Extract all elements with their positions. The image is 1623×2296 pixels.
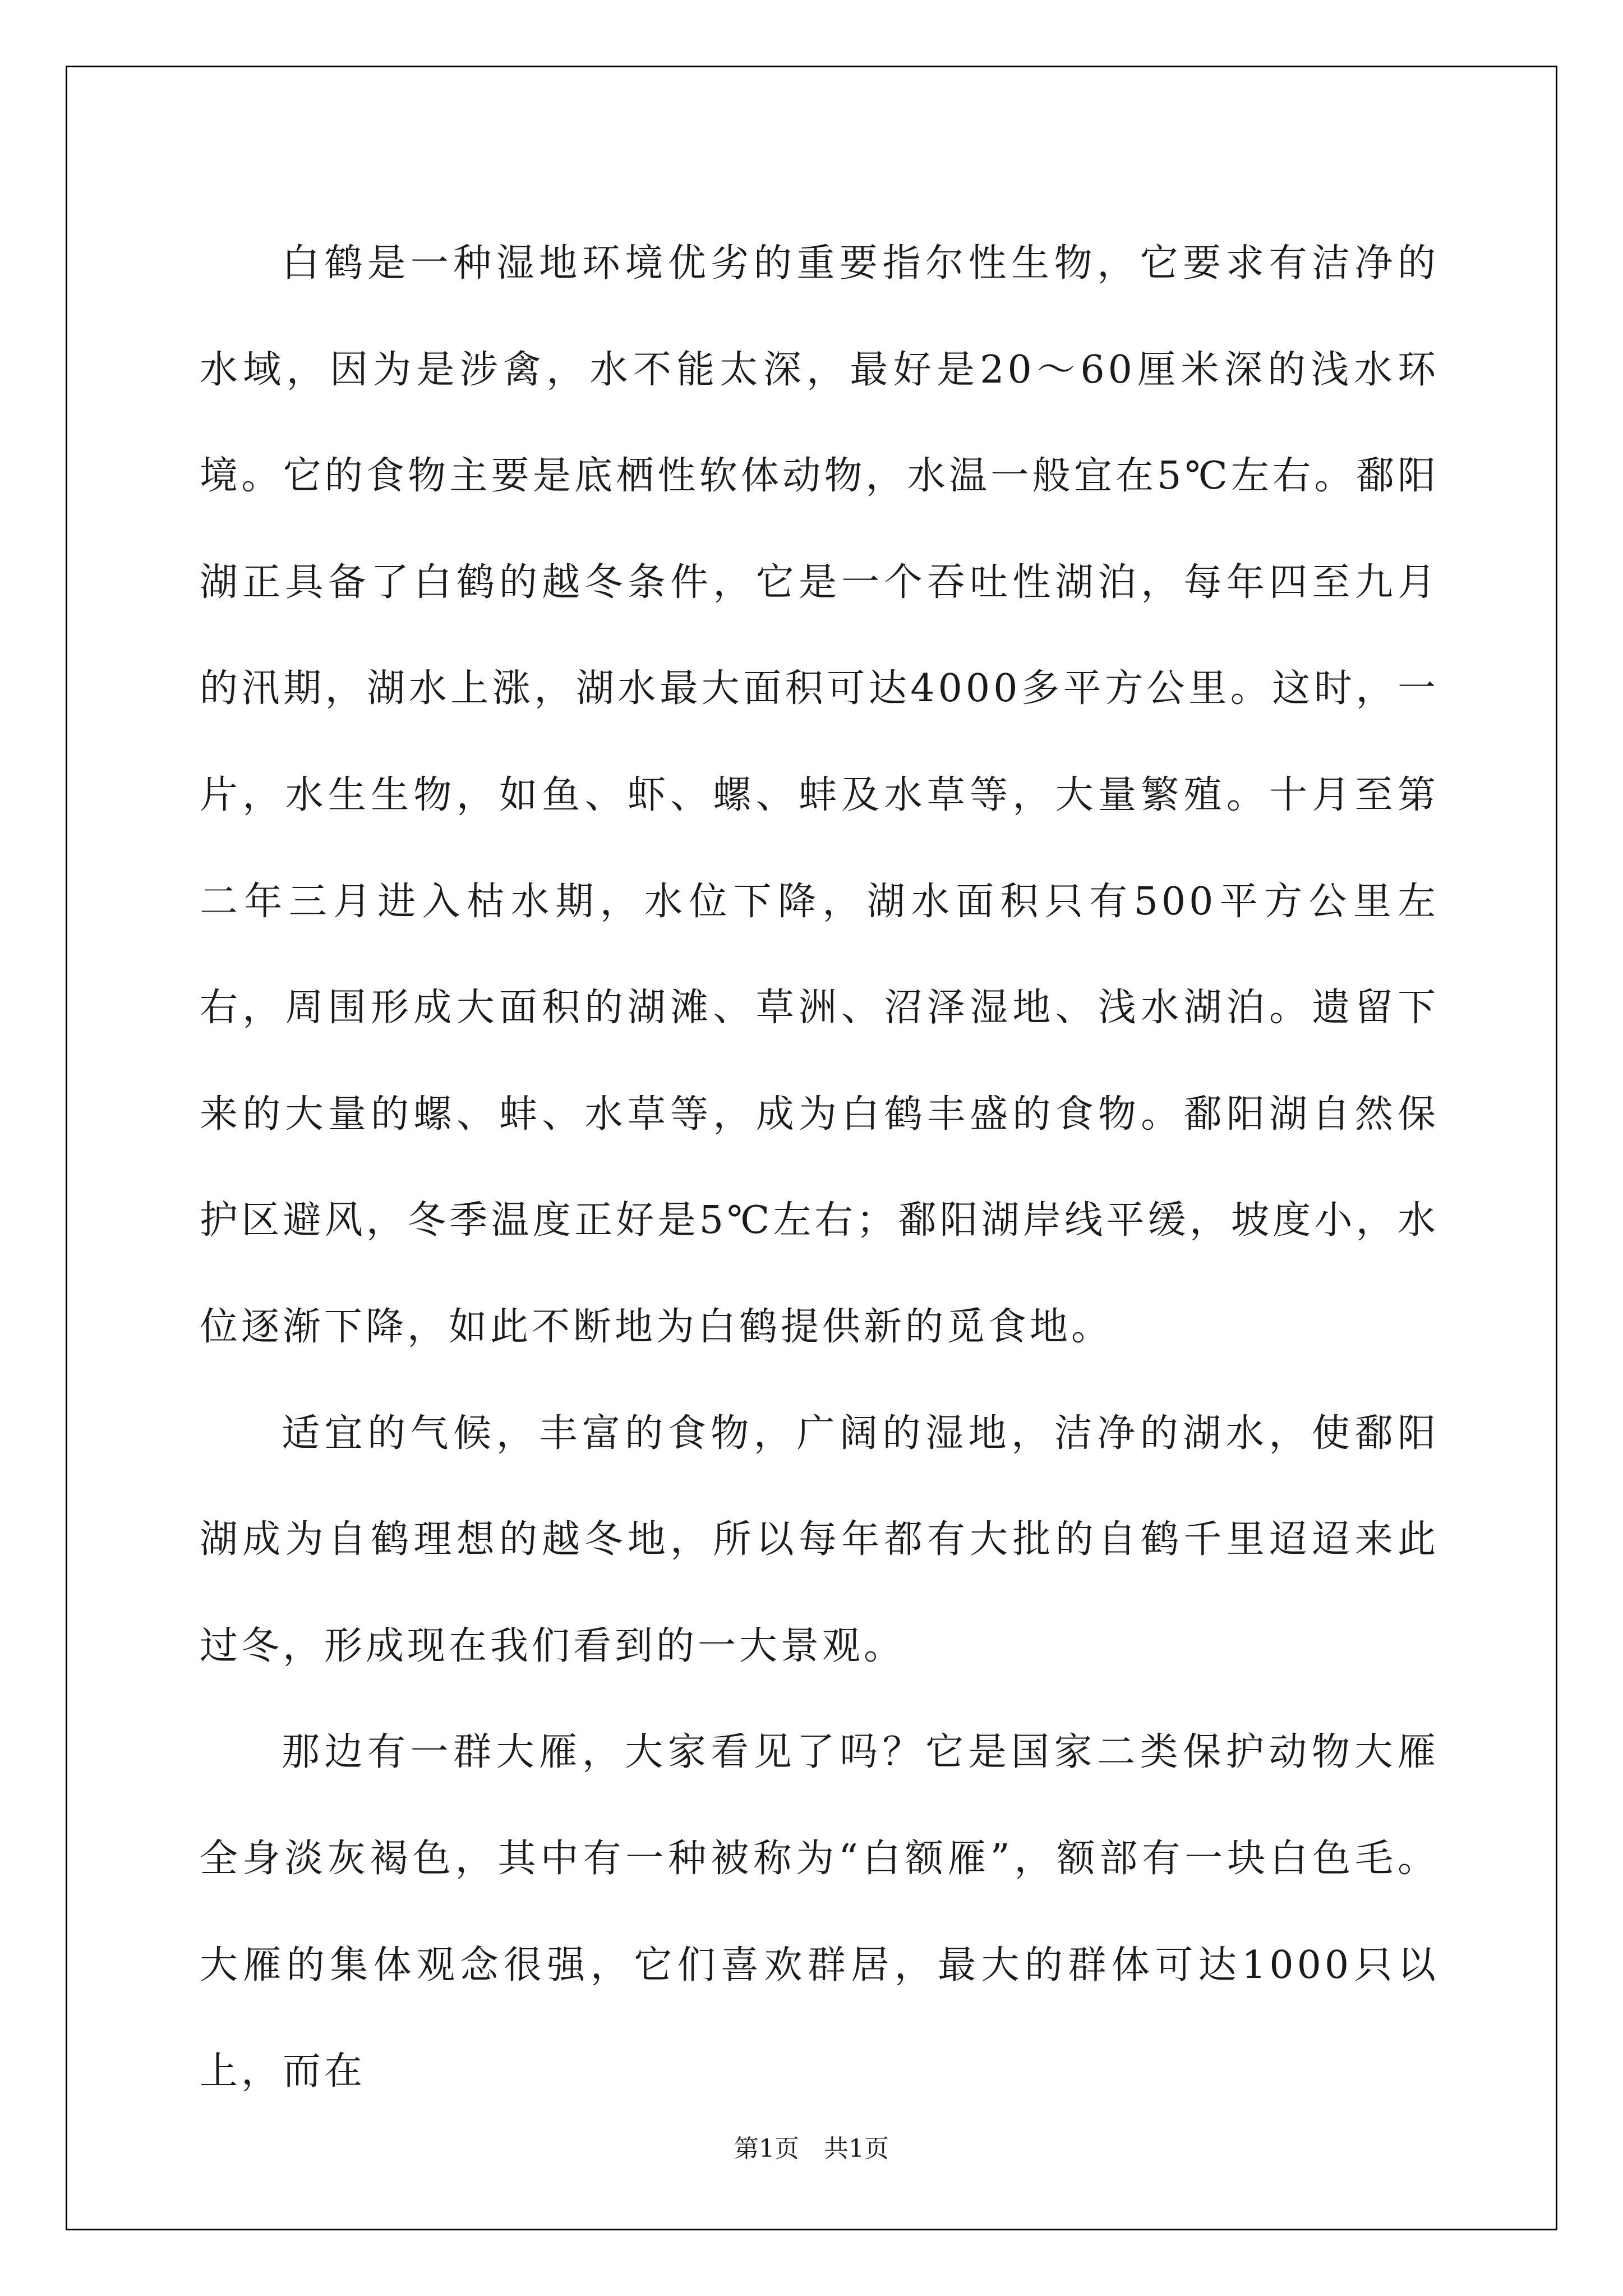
paragraph-2: 适宜的气候，丰富的食物，广阔的湿地，洁净的湖水，使鄱阳湖成为自鹤理想的越冬地，所以每年都有大批的自鹤千里迢迢来此过冬，形成现在我们看到的一大景观。 [200, 1411, 1439, 1668]
page-number-current: 第1页 [734, 2134, 799, 2163]
page-footer [0, 2128, 1623, 2164]
document-body [200, 210, 1439, 2125]
paragraph-1: 白鹤是一种湿地环境优劣的重要指尔性生物，它要求有洁净的水域，因为是涉禽，水不能太深，最好是20～60厘米深的浅水环境。它的食物主要是底栖性软体动物，水温一般宜在5℃左右。鄱阳湖正具备了白鹤的越冬条件，它是一个吞吐性湖泊，每年四至九月的汛期，湖水上涨，湖水最大面积可达4000多平方公里。这时，一片，水生生物，如鱼、虾、螺、蚌及水草等，大量繁殖。十月至第二年三月进入枯水期，水位下降，湖水面积只有500平方公里左右，周围形成大面积的湖滩、草洲、沼泽湿地、浅水湖泊。遗留下来的大量的螺、蚌、水草等，成为白鹤丰盛的食物。鄱阳湖自然保护区避风，冬季温度正好是5℃左右；鄱阳湖岸线平缓，坡度小，水位逐渐下降，如此不断地为白鹤提供新的觅食地。 [200, 241, 1439, 1349]
page-number-total: 共1页 [824, 2134, 889, 2163]
paragraph-3: 那边有一群大雁，大家看见了吗？它是国家二类保护动物大雁全身淡灰褐色，其中有一种被称为“白额雁”，额部有一块白色毛。大雁的集体观念很强，它们喜欢群居，最大的群体可达1000只以上，而在 [200, 1730, 1439, 2094]
